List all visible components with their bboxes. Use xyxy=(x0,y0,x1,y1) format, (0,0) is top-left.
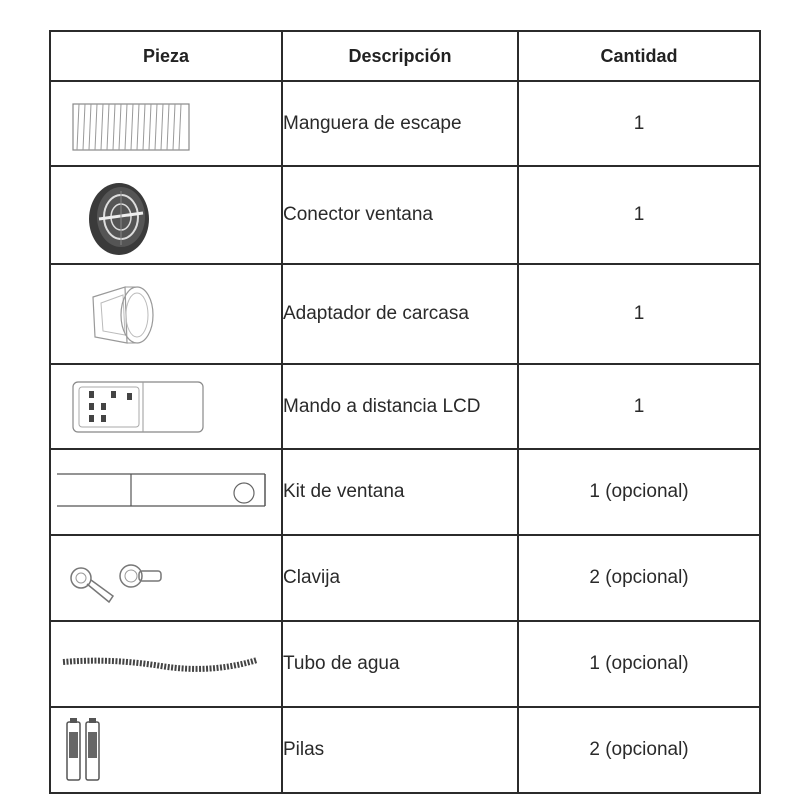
quantity-cell: 1 xyxy=(518,264,760,364)
piece-image-cell xyxy=(50,264,282,364)
description-cell: Tubo de agua xyxy=(282,621,518,707)
description-cell: Mando a distancia LCD xyxy=(282,364,518,449)
piece-image-cell xyxy=(50,449,282,535)
table-row xyxy=(50,264,760,364)
quantity-cell: 1 (opcional) xyxy=(518,621,760,707)
quantity-cell: 2 (opcional) xyxy=(518,535,760,621)
quantity-cell: 1 (opcional) xyxy=(518,449,760,535)
table-row xyxy=(50,535,760,621)
plug-icon xyxy=(51,536,283,620)
piece-image-cell xyxy=(50,707,282,793)
window-connector-icon xyxy=(51,167,283,263)
housing-adapter-icon xyxy=(51,265,283,363)
piece-image-cell xyxy=(50,535,282,621)
description-cell: Adaptador de carcasa xyxy=(282,264,518,364)
lcd-remote-icon xyxy=(51,365,283,448)
description-cell: Kit de ventana xyxy=(282,449,518,535)
header-row xyxy=(50,31,760,81)
piece-image-cell xyxy=(50,166,282,264)
piece-image-cell xyxy=(50,81,282,166)
quantity-cell: 1 xyxy=(518,364,760,449)
exhaust-hose-icon xyxy=(51,82,283,165)
description-cell: Conector ventana xyxy=(282,166,518,264)
piece-image-cell xyxy=(50,364,282,449)
header-piece: Pieza xyxy=(50,31,282,81)
parts-table xyxy=(49,30,761,794)
quantity-cell: 1 xyxy=(518,81,760,166)
window-kit-icon xyxy=(51,450,283,534)
description-cell: Clavija xyxy=(282,535,518,621)
piece-image-cell xyxy=(50,621,282,707)
quantity-cell: 2 (opcional) xyxy=(518,707,760,793)
header-description: Descripción xyxy=(282,31,518,81)
table-row xyxy=(50,621,760,707)
table-row xyxy=(50,449,760,535)
water-tube-icon xyxy=(51,622,283,706)
table-row xyxy=(50,81,760,166)
batteries-icon xyxy=(51,708,283,792)
table-row xyxy=(50,707,760,793)
table-row xyxy=(50,364,760,449)
header-quantity: Cantidad xyxy=(518,31,760,81)
quantity-cell: 1 xyxy=(518,166,760,264)
description-cell: Pilas xyxy=(282,707,518,793)
table-row xyxy=(50,166,760,264)
description-cell: Manguera de escape xyxy=(282,81,518,166)
